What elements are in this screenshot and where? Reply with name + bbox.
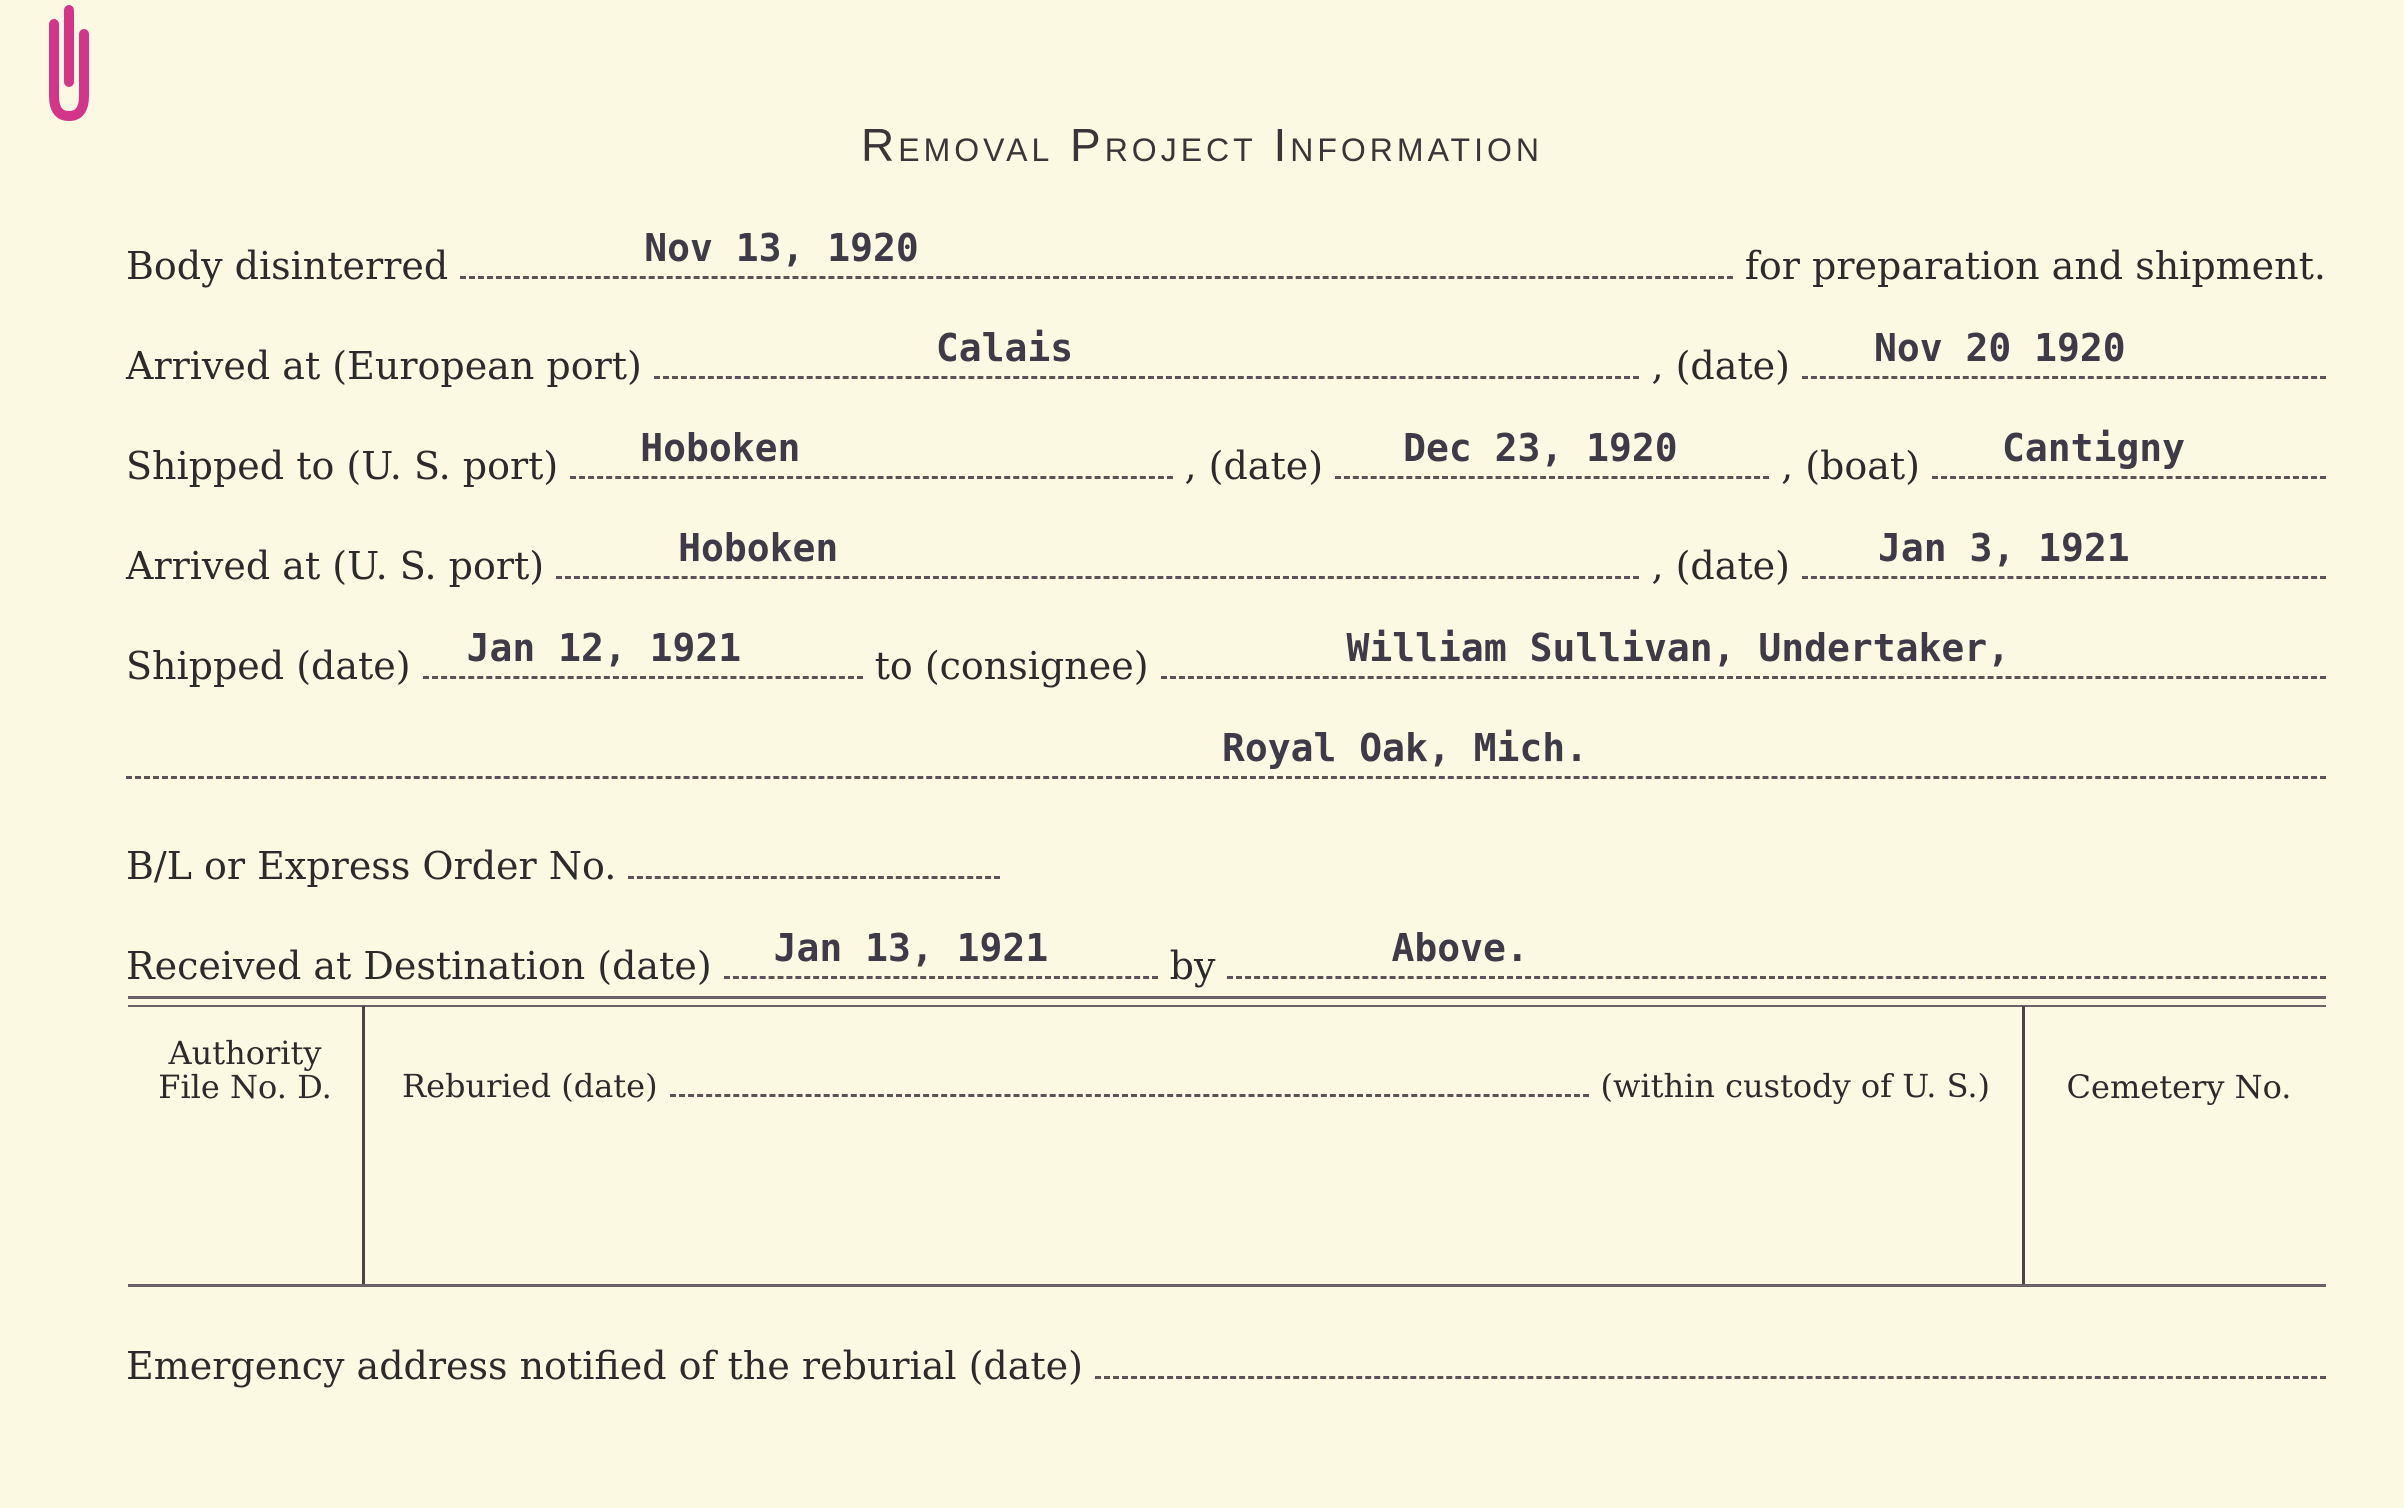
box-divider-left bbox=[362, 1006, 365, 1284]
arrived-eu-port-value: Calais bbox=[935, 326, 1074, 370]
row-bl-order bbox=[126, 832, 1000, 888]
shipped-us-port-field bbox=[570, 426, 1172, 479]
received-date-field bbox=[724, 926, 1158, 979]
received-by-field bbox=[1227, 926, 2326, 979]
row-received bbox=[126, 926, 2326, 988]
row-arrived-us-port bbox=[126, 526, 2326, 588]
arrived-us-date-label: , (date) bbox=[1651, 544, 1790, 588]
cemetery-no-label: Cemetery No. bbox=[2066, 1068, 2292, 1106]
arrived-eu-date-field bbox=[1802, 326, 2326, 379]
arrived-us-date-value: Jan 3, 1921 bbox=[1878, 526, 2130, 570]
disinterred-value: Nov 13, 1920 bbox=[644, 226, 919, 270]
row-shipped-consignee bbox=[126, 626, 2326, 688]
reburied-date-field bbox=[670, 1060, 1589, 1097]
arrived-us-port-field bbox=[556, 526, 1639, 579]
shipped-us-date-label: , (date) bbox=[1184, 444, 1324, 488]
shipped-us-port-value: Hoboken bbox=[640, 426, 801, 470]
shipped-date-field bbox=[423, 626, 863, 679]
emergency-date-field bbox=[1095, 1332, 2326, 1379]
consignee-address-value: Royal Oak, Mich. bbox=[1222, 726, 1589, 770]
arrived-us-date-field bbox=[1802, 526, 2326, 579]
arrived-eu-date-value: Nov 20 1920 bbox=[1874, 326, 2126, 370]
row-reburied bbox=[402, 1060, 1990, 1105]
shipped-us-label: Shipped to (U. S. port) bbox=[126, 444, 559, 488]
disinterred-label: Body disinterred bbox=[126, 244, 449, 288]
consignee-field bbox=[1161, 626, 2326, 679]
shipped-us-boat-label: , (boat) bbox=[1781, 444, 1920, 488]
consignee-value: William Sullivan, Undertaker, bbox=[1346, 626, 2011, 670]
arrived-eu-date-label: , (date) bbox=[1651, 344, 1790, 388]
row-emergency bbox=[126, 1332, 2326, 1388]
received-label: Received at Destination (date) bbox=[126, 944, 712, 988]
row-arrived-european-port bbox=[126, 326, 2326, 388]
arrived-us-label: Arrived at (U. S. port) bbox=[126, 544, 545, 588]
shipped-us-boat-value: Cantigny bbox=[2002, 426, 2186, 470]
row-shipped-us-port bbox=[126, 426, 2326, 488]
custody-note: (within custody of U. S.) bbox=[1600, 1067, 1990, 1105]
row-consignee-address bbox=[126, 726, 2326, 781]
bl-order-field bbox=[628, 832, 1000, 879]
box-divider-right bbox=[2022, 1006, 2025, 1284]
reburied-label: Reburied (date) bbox=[402, 1067, 658, 1105]
arrived-us-port-value: Hoboken bbox=[678, 526, 839, 570]
paper-clip-mark bbox=[44, 4, 94, 122]
shipped-us-date-value: Dec 23, 1920 bbox=[1403, 426, 1678, 470]
consignee-address-field bbox=[126, 726, 2326, 779]
disinterred-suffix: for preparation and shipment. bbox=[1744, 244, 2326, 288]
bl-order-label: B/L or Express Order No. bbox=[126, 844, 617, 888]
received-by-value: Above. bbox=[1391, 926, 1529, 970]
authority-file-label: Authority File No. D. bbox=[158, 1034, 332, 1106]
disinterred-field bbox=[460, 226, 1733, 279]
shipped-us-date-field bbox=[1335, 426, 1769, 479]
row-disinterred bbox=[126, 226, 2326, 288]
received-date-value: Jan 13, 1921 bbox=[773, 926, 1049, 970]
shipped-date-value: Jan 12, 1921 bbox=[466, 626, 742, 670]
box-bottom-rule bbox=[128, 1284, 2326, 1287]
received-by-label: by bbox=[1169, 944, 1216, 988]
shipped-us-boat-field bbox=[1932, 426, 2326, 479]
shipped-date-label: Shipped (date) bbox=[126, 644, 411, 688]
box-top-rule bbox=[128, 996, 2326, 1007]
arrived-eu-label: Arrived at (European port) bbox=[126, 344, 642, 388]
consignee-label: to (consignee) bbox=[874, 644, 1149, 688]
emergency-label: Emergency address notified of the reburial (date) bbox=[126, 1344, 1083, 1388]
arrived-eu-port-field bbox=[654, 326, 1640, 379]
card-title: Removal Project Information bbox=[861, 119, 1543, 171]
